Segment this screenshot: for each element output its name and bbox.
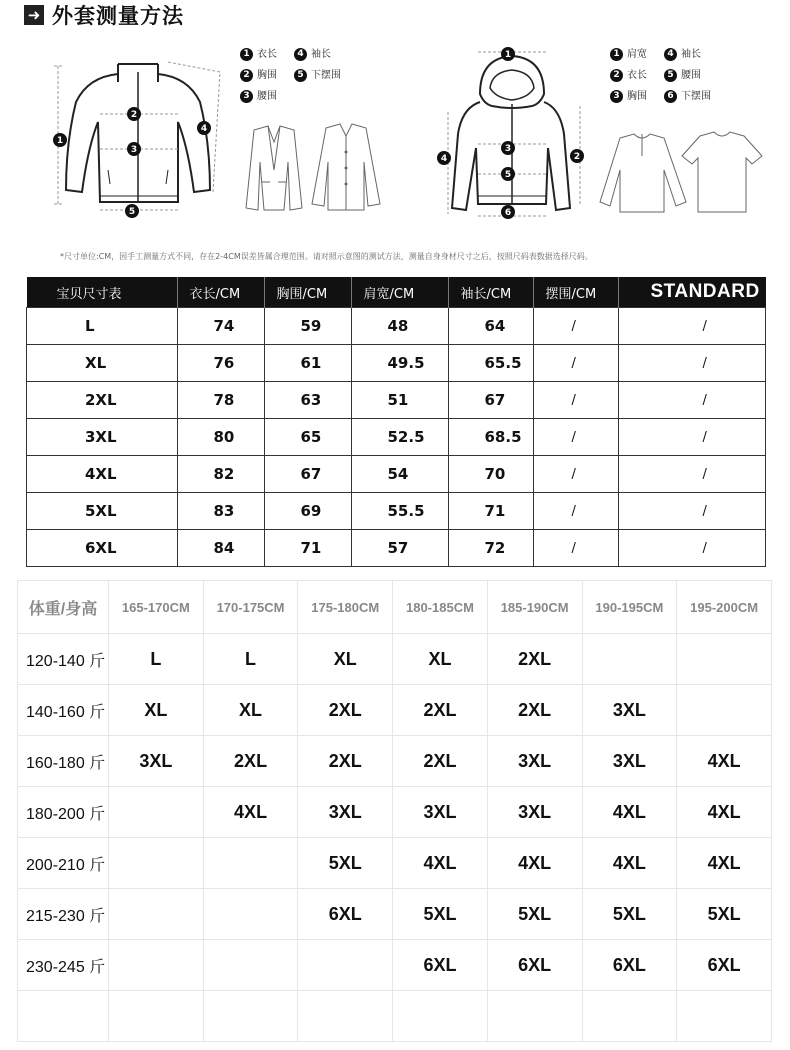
marker-3: 3 xyxy=(130,145,138,155)
height-header: 170-175CM xyxy=(203,581,298,634)
table-row xyxy=(18,991,772,1042)
table-row: L 74 59 48 64 / / xyxy=(27,308,766,345)
page-title: 外套测量方法 xyxy=(52,4,184,28)
table-row: 2XL 78 63 51 67 / / xyxy=(27,382,766,419)
table-row: 200-210 斤 5XL 4XL 4XL 4XL 4XL xyxy=(18,838,772,889)
hoodie-measurement-diagram xyxy=(428,44,596,224)
height-header: 175-180CM xyxy=(298,581,393,634)
marker-3: 3 xyxy=(504,144,512,154)
col-header: 胸围/CM xyxy=(264,277,351,308)
col-header: 摆围/CM xyxy=(533,277,618,308)
section-header xyxy=(24,2,184,28)
marker-5: 5 xyxy=(504,170,512,180)
table-row: 180-200 斤 4XL 3XL 3XL 3XL 4XL 4XL xyxy=(18,787,772,838)
marker-2: 2 xyxy=(573,152,581,162)
col-header: 衣长/CM xyxy=(177,277,264,308)
height-header: 180-185CM xyxy=(393,581,488,634)
height-header: 195-200CM xyxy=(677,581,772,634)
size-table-header xyxy=(27,277,766,308)
jacket-measurement-diagram xyxy=(48,52,228,222)
table-row: 4XL 82 67 54 70 / / xyxy=(27,456,766,493)
table-row: 120-140 斤 L L XL XL 2XL xyxy=(18,634,772,685)
marker-2: 2 xyxy=(130,110,138,120)
measurement-note: *尺寸单位:CM，因手工测量方式不同，存在2-4CM误差皆属合理范围。请对照示意图的测试方法，测量自身身材尺寸之后，按照尺码表数据选择尺码。 xyxy=(60,252,593,261)
marker-6: 6 xyxy=(504,208,512,218)
legend-jacket: 1 衣长 4 袖长 2 胸围 5 下摆围 3 腰围 xyxy=(240,44,348,107)
marker-4: 4 xyxy=(440,154,448,164)
weight-height-table xyxy=(17,580,772,1042)
col-header-standard: STANDARD xyxy=(618,277,766,308)
legend-hoodie: 1 肩宽 4 袖长 2 衣长 5 腰围 3 胸围 6 下摆围 xyxy=(610,44,718,107)
table-row: 230-245 斤 6XL 6XL 6XL 6XL xyxy=(18,940,772,991)
col-header: 袖长/CM xyxy=(448,277,533,308)
height-header: 185-190CM xyxy=(487,581,582,634)
marker-1: 1 xyxy=(56,136,64,146)
marker-4: 4 xyxy=(200,124,208,134)
col-header: 宝贝尺寸表 xyxy=(27,277,178,308)
coat-sketches-icon xyxy=(234,122,396,218)
shirt-sketches-icon xyxy=(596,130,766,218)
table-row: 215-230 斤 6XL 5XL 5XL 5XL 5XL xyxy=(18,889,772,940)
height-header-row xyxy=(18,581,772,634)
marker-5: 5 xyxy=(128,207,136,217)
table-row: 3XL 80 65 52.5 68.5 / / xyxy=(27,419,766,456)
height-header: 165-170CM xyxy=(109,581,204,634)
corner-label: 体重/身高 xyxy=(18,581,109,634)
size-table xyxy=(26,277,766,567)
col-header: 肩宽/CM xyxy=(351,277,448,308)
table-row: 6XL 84 71 57 72 / / xyxy=(27,530,766,567)
marker-1: 1 xyxy=(504,50,512,60)
height-header: 190-195CM xyxy=(582,581,677,634)
table-row: 140-160 斤 XL XL 2XL 2XL 2XL 3XL xyxy=(18,685,772,736)
table-row: 5XL 83 69 55.5 71 / / xyxy=(27,493,766,530)
table-row: XL 76 61 49.5 65.5 / / xyxy=(27,345,766,382)
table-row: 160-180 斤 3XL 2XL 2XL 2XL 3XL 3XL 4XL xyxy=(18,736,772,787)
arrow-right-icon: ➜ xyxy=(24,5,44,25)
